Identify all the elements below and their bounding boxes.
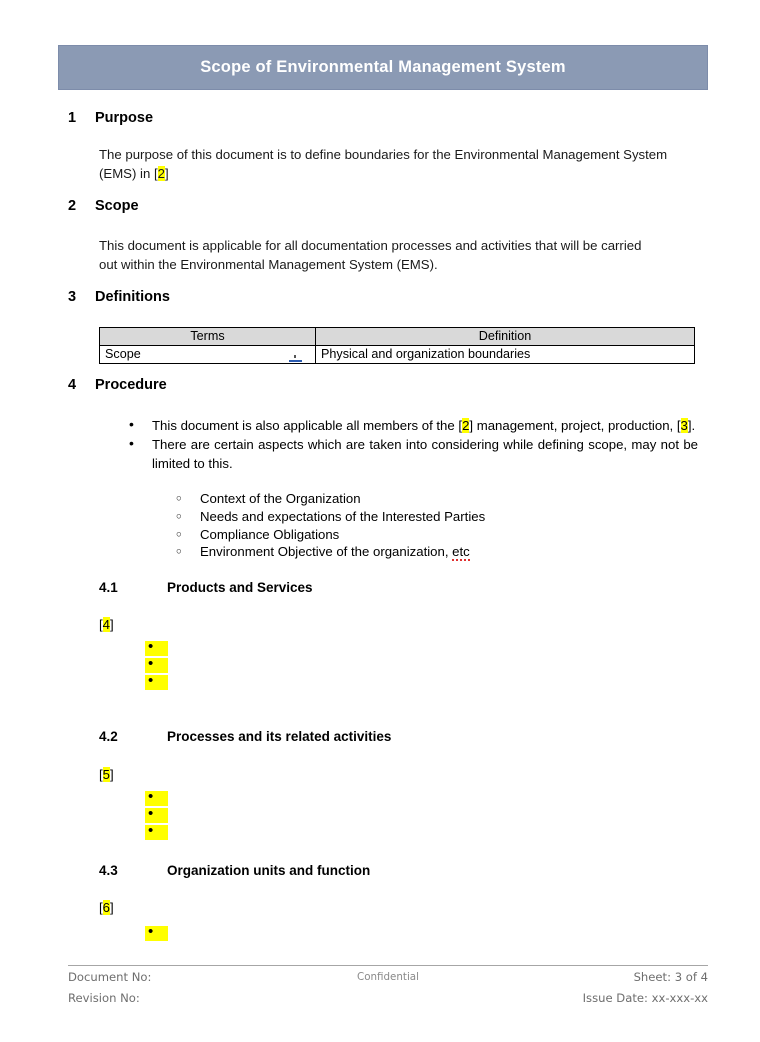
reference-tag-3: 3 (680, 418, 688, 433)
ref-4-close: ] (110, 617, 114, 632)
heading-purpose-number: 1 (68, 110, 77, 126)
list-item (172, 543, 672, 561)
table-cell-term-text: Scope (105, 347, 141, 361)
ref-6-close: ] (110, 900, 114, 915)
heading-4-2-number: 4.2 (99, 729, 118, 744)
footer-issue-date: Issue Date: xx-xxx-xx (582, 991, 708, 1005)
sub-item-4-text: Environment Objective of the organization, (200, 544, 453, 560)
heading-procedure-number: 4 (68, 377, 77, 393)
empty-highlighted-bullet (145, 808, 168, 823)
empty-highlighted-bullet (145, 675, 168, 690)
reference-tag-5-wrapper (99, 767, 114, 783)
empty-highlighted-bullet (145, 658, 168, 673)
list-item (172, 508, 672, 526)
empty-highlighted-bullet (145, 791, 168, 806)
paragraph-purpose-text-after: ] (164, 166, 169, 181)
bullet-1-text-b: ] management, project, production, [ (469, 418, 681, 433)
sub-item-3-text: Compliance Obligations (200, 526, 340, 542)
ref-6-open: [ (99, 900, 103, 915)
reference-tag-6: 6 (102, 900, 111, 915)
heading-definitions (68, 289, 170, 305)
grammar-mark-icon (289, 360, 302, 362)
empty-bullets-4-3 (145, 926, 168, 943)
heading-org-units (99, 863, 370, 878)
heading-processes (99, 729, 391, 744)
heading-4-1-number: 4.1 (99, 580, 118, 595)
heading-4-2-title: Processes and its related activities (167, 729, 392, 744)
list-item (172, 490, 672, 508)
list-item (172, 526, 672, 544)
empty-bullets-4-1 (145, 641, 168, 692)
paragraph-scope: This document is applicable for all documentation processes and activities that will be carried out within the Environmental Management System (EMS). (99, 238, 642, 272)
procedure-sub-list (172, 490, 672, 561)
list-item (120, 416, 698, 435)
heading-procedure (68, 377, 167, 393)
heading-scope (68, 198, 139, 214)
definitions-table (99, 327, 695, 364)
reference-tag-6-wrapper (99, 900, 114, 916)
reference-tag-4: 4 (102, 617, 111, 632)
heading-scope-title: Scope (95, 198, 139, 214)
document-title: Scope of Environmental Management System (200, 58, 566, 76)
ref-5-close: ] (110, 767, 114, 782)
footer-document-no: Document No: (68, 970, 152, 984)
paragraph-purpose-text-before: The purpose of this document is to define boundaries for the Environmental Management System (EMS) in [ (99, 147, 668, 181)
bullet-1-text-a: This document is also applicable all members of the [ (152, 418, 463, 433)
table-row (100, 346, 695, 364)
reference-tag-4-wrapper (99, 617, 114, 633)
heading-purpose-title: Purpose (95, 110, 154, 126)
footer-divider (68, 965, 708, 966)
reference-tag-2-procedure: 2 (462, 418, 470, 433)
bullet-2-text: There are certain aspects which are taken into considering while defining scope, may not be limited to this. (152, 437, 698, 471)
footer-confidential: Confidential (357, 971, 419, 983)
reference-tag-2: 2 (157, 166, 165, 181)
heading-scope-number: 2 (68, 198, 77, 214)
footer-row-top (68, 970, 708, 991)
ref-5-open: [ (99, 767, 103, 782)
bullet-1-text-c: ]. (687, 418, 696, 433)
footer-sheet-number: Sheet: 3 of 4 (633, 970, 708, 984)
footer-row-bottom (68, 991, 708, 1012)
document-title-banner (58, 45, 708, 90)
sub-item-2-text: Needs and expectations of the Interested Parties (200, 508, 486, 524)
empty-highlighted-bullet (145, 926, 168, 941)
procedure-bullet-list (120, 416, 698, 473)
reference-tag-5: 5 (102, 767, 111, 782)
heading-4-3-title: Organization units and function (167, 863, 371, 878)
misspelled-word: etc (452, 544, 470, 560)
table-cell-definition: Physical and organization boundaries (316, 346, 695, 364)
empty-highlighted-bullet (145, 641, 168, 656)
table-cell-term (100, 346, 316, 364)
sub-item-1-text: Context of the Organization (200, 491, 361, 506)
page-footer (68, 970, 708, 1012)
list-item (120, 435, 698, 473)
empty-bullets-4-2 (145, 791, 168, 842)
table-header-row (100, 328, 695, 346)
heading-products-and-services (99, 580, 313, 595)
heading-definitions-title: Definitions (95, 289, 170, 305)
ref-4-open: [ (99, 617, 103, 632)
heading-procedure-title: Procedure (95, 377, 167, 393)
footer-revision-no: Revision No: (68, 991, 140, 1005)
table-header-definition: Definition (316, 328, 695, 346)
empty-highlighted-bullet (145, 825, 168, 840)
heading-4-1-title: Products and Services (167, 580, 313, 595)
heading-purpose (68, 110, 153, 126)
paragraph-purpose (99, 145, 696, 183)
table-header-terms: Terms (100, 328, 316, 346)
heading-4-3-number: 4.3 (99, 863, 118, 878)
heading-definitions-number: 3 (68, 289, 77, 305)
